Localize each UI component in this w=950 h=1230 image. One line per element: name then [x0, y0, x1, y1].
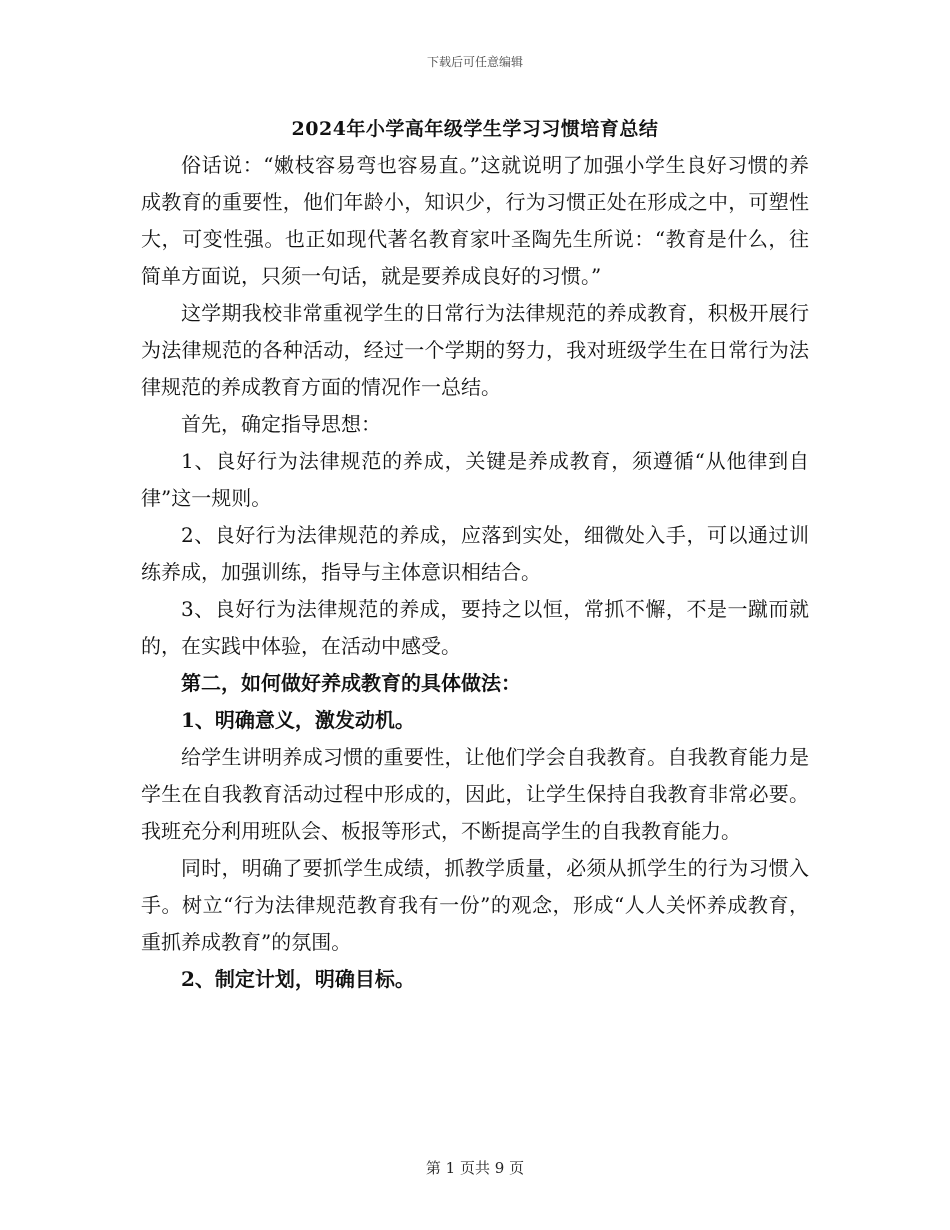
paragraph: 1、良好行为法律规范的养成，关键是养成教育，须遵循“从他律到自律”这一规则。 [141, 449, 809, 510]
paragraph: 同时，明确了要抓学生成绩，抓教学质量，必须从抓学生的行为习惯入手。树立“行为法律规范教育我有一份”的观念，形成“人人关怀养成教育，重抓养成教育”的氛围。 [141, 856, 809, 954]
header-note: 下载后可任意编辑 [426, 55, 523, 69]
page-title: 2024年小学高年级学生学习习惯培育总结 [291, 118, 659, 140]
paragraph: 首先，确定指导思想： [181, 412, 381, 436]
paragraph: 给学生讲明养成习惯的重要性，让他们学会自我教育。自我教育能力是学生在自我教育活动过程中形成的，因此，让学生保持自我教育非常必要。我班充分利用班队会、板报等形式，不断提高学生的自我教育能力。 [141, 745, 809, 843]
page-footer: 第 1 页共 9 页 [425, 1159, 525, 1177]
subsection-heading: 1、明确意义，激发动机。 [181, 708, 415, 732]
paragraph: 这学期我校非常重视学生的日常行为法律规范的养成教育，积极开展行为法律规范的各种活动，经过一个学期的努力，我对班级学生在日常行为法律规范的养成教育方面的情况作一总结。 [141, 301, 809, 399]
paragraph: 3、良好行为法律规范的养成，要持之以恒，常抓不懈，不是一蹴而就的，在实践中体验，在活动中感受。 [141, 597, 809, 658]
document-body [141, 147, 809, 998]
section-heading: 第二，如何做好养成教育的具体做法： [181, 671, 521, 695]
paragraph: 2、良好行为法律规范的养成，应落到实处，细微处入手，可以通过训练养成，加强训练，指导与主体意识相结合。 [141, 523, 809, 584]
paragraph: 俗话说：“嫩枝容易弯也容易直。”这就说明了加强小学生良好习惯的养成教育的重要性，他们年龄小，知识少，行为习惯正处在形成之中，可塑性大，可变性强。也正如现代著名教育家叶圣陶先生所说：“教育是什么，往简单方面说，只须一句话，就是要养成良好的习惯。” [141, 153, 809, 288]
subsection-heading: 2、制定计划，明确目标。 [181, 967, 415, 991]
